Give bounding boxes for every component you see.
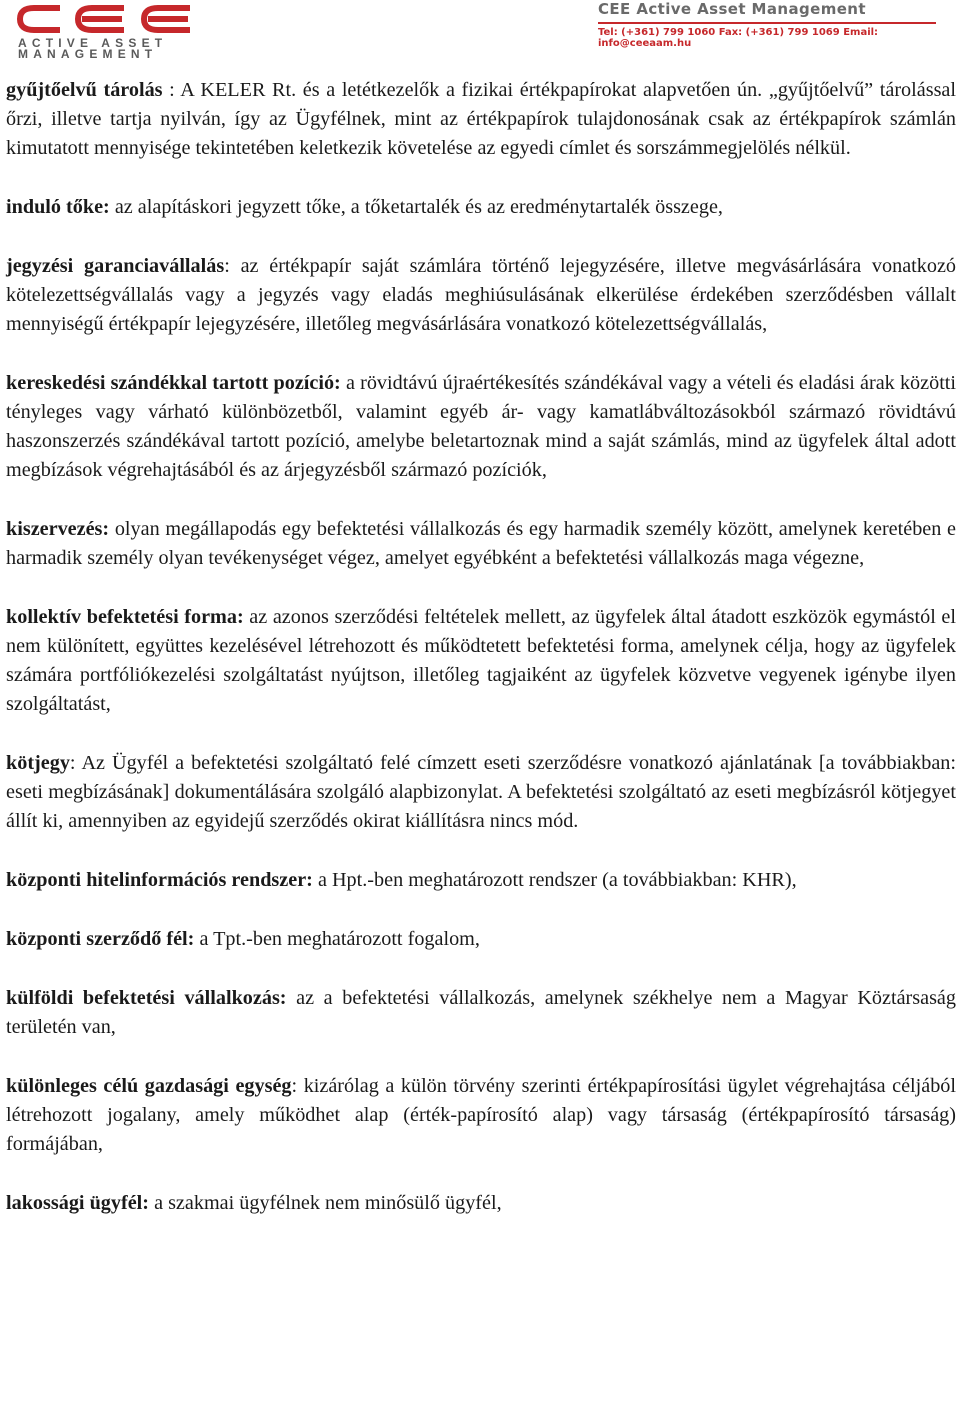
definition-text: a rövidtávú újraértékesítés szándékával vagy a vételi és eladási árak közötti tényleges vagy várható különbözetből, valamint egyéb ár- vagy kamatlábváltozásokból származó rövidtávú haszonszerzés szándékával tartott pozíció, amelybe beletartoznak mind a saját számlás, mind az ügyfelek által adott megbízások végrehajtásából és az árjegyzésből származó pozíciók, xyxy=(6,372,957,481)
definition-term: különleges célú gazdasági egység xyxy=(6,1075,292,1097)
definition-term: lakossági ügyfél: xyxy=(6,1192,150,1214)
logo-subtitle: ACTIVE ASSET MANAGEMENT xyxy=(18,36,168,61)
definition-entry xyxy=(6,76,956,163)
definition-entry xyxy=(6,1189,956,1218)
definition-text: a szakmai ügyfélnek nem minősülő ügyfél, xyxy=(154,1192,502,1214)
definition-text: az alapításkori jegyzett tőke, a tőketartalék és az eredménytartalék összege, xyxy=(114,196,723,218)
term-separator: : xyxy=(291,1075,304,1097)
definition-text: A KELER Rt. és a letétkezelők a fizikai értékpapírokat alapvetően ún. „gyűjtőelvű” tárolással őrzi, illetve tartja nyilván, így az Ügyfélnek, mint az értékpapírok tulajdonosának csak az értékpapírok számlán kimutatott mennyisége tekintetében keletkezik követelése az egyedi címlet és sorszámmegjelölés nélkül. xyxy=(6,79,956,159)
definition-entry xyxy=(6,193,956,222)
definition-term: központi szerződő fél: xyxy=(6,928,195,950)
definition-term: kiszervezés: xyxy=(6,518,110,540)
definition-term: kötjegy xyxy=(6,752,70,774)
definition-text: a Tpt.-ben meghatározott fogalom, xyxy=(199,928,480,950)
header-divider xyxy=(598,22,936,24)
term-separator: : xyxy=(162,79,181,101)
company-name: CEE Active Asset Management xyxy=(598,0,866,18)
term-separator: : xyxy=(224,255,241,277)
definition-term: kollektív befektetési forma: xyxy=(6,606,244,628)
contact-line: Tel: (+361) 799 1060 Fax: (+361) 799 1069 Email: info@ceeaam.hu xyxy=(598,27,879,49)
definition-entry xyxy=(6,749,956,836)
definition-text: az értékpapír saját számlára történő lejegyzésére, illetve megvásárlására vonatkozó kötelezettségvállalás vagy a jegyzés vagy eladás meghiúsulásának elkerülése érdekében szerződésben vállalt mennyiségű értékpapír lejegyzésére, illetőleg megvásárlására vonatkozó kötelezettségvállalás, xyxy=(6,255,957,335)
definitions-list xyxy=(6,76,956,1248)
term-separator xyxy=(287,987,297,1009)
page-header xyxy=(0,0,960,66)
definition-text: kizárólag a külön törvény szerinti értékpapírosítási ügylet végrehajtása céljából létrehozott jogalany, amely működhet alap (érték-papírosító alap) vagy társaság (értékpapírosító társaság) formájában, xyxy=(6,1075,956,1155)
definition-text: a Hpt.-ben meghatározott rendszer (a továbbiakban: KHR), xyxy=(317,869,797,891)
definition-term: jegyzési garanciavállalás xyxy=(6,255,225,277)
definition-term: induló tőke: xyxy=(6,196,110,218)
definition-term: külföldi befektetési vállalkozás: xyxy=(6,987,287,1009)
definition-term: központi hitelinformációs rendszer: xyxy=(6,869,313,891)
definition-text: olyan megállapodás egy befektetési vállalkozás és egy harmadik személy között, amelynek keretében e harmadik személy olyan tevékenységet végez, amelyet egyébként a befektetési vállalkozás maga végezne, xyxy=(6,518,956,569)
cee-logo-mark xyxy=(16,2,212,36)
definition-term: gyűjtőelvű tárolás xyxy=(6,79,163,101)
definition-entry xyxy=(6,984,956,1042)
definition-entry xyxy=(6,603,956,719)
definition-entry xyxy=(6,369,956,485)
definition-text: az a befektetési vállalkozás, amelynek székhelye nem a Magyar Köztársaság területén van, xyxy=(6,987,956,1038)
definition-entry xyxy=(6,866,956,895)
term-separator: : xyxy=(69,752,82,774)
definition-text: Az Ügyfél a befektetési szolgáltató felé címzett eseti szerződésre vonatkozó ajánlatának [a továbbiakban: eseti megbízásának] dokumentálására szolgáló alapbizonylat. A befektetési szolgáltató az eseti megbízásról kötjegyet állít ki, amennyiben az egyidejű szerződés okirat kiállításra nincs mód. xyxy=(6,752,957,832)
definition-text: az azonos szerződési feltételek mellett, az ügyfelek által átadott eszközök egymástól el nem különített, együttes kezelésével létrehozott és működtetett befektetési forma, amelynek célja, hogy az ügyfelek számára portfóliókezelési szolgáltatást nyújtson, illetőleg tagjaiként az ügyfelek közvetve vegyenek igénybe ilyen szolgáltatást, xyxy=(6,606,956,715)
definition-entry xyxy=(6,252,956,339)
definition-entry xyxy=(6,1072,956,1159)
definition-term: kereskedési szándékkal tartott pozíció: xyxy=(6,372,341,394)
definition-entry xyxy=(6,925,956,954)
definition-entry xyxy=(6,515,956,573)
